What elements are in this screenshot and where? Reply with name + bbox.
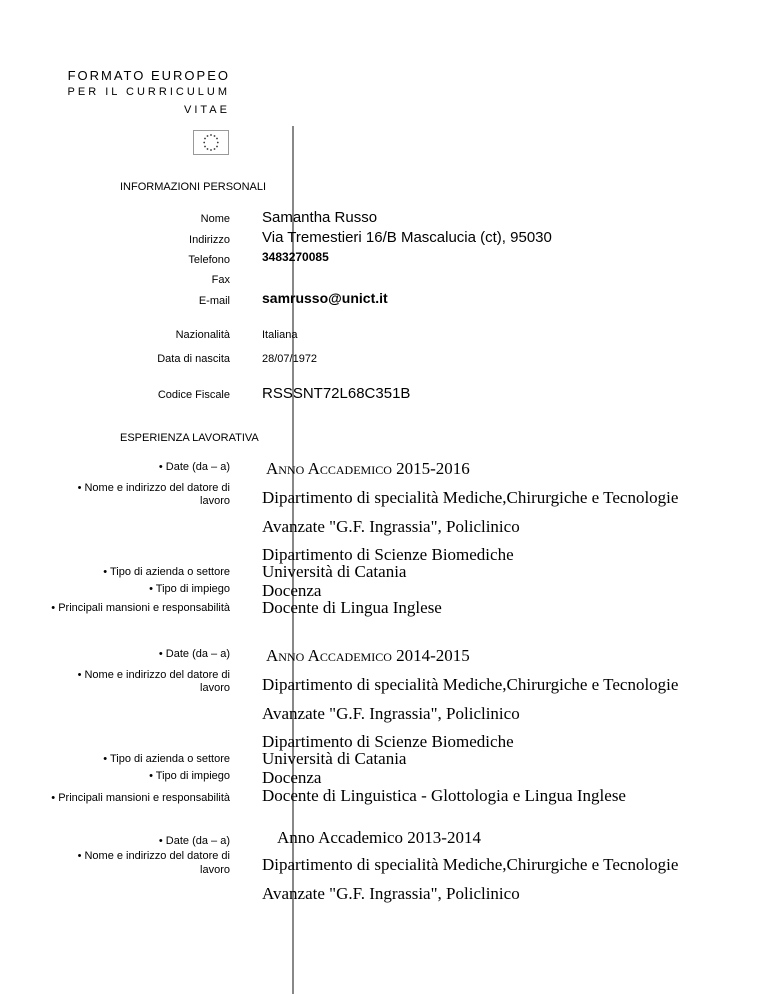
label-duties-2: • Principali mansioni e responsabilità (51, 792, 230, 804)
value-nome: Samantha Russo (262, 209, 378, 226)
label-nazionalita: Nazionalità (175, 329, 230, 341)
value-sector-1b: Università di Catania (262, 562, 407, 581)
value-job-type-2: Docenza (262, 768, 322, 787)
value-sector-1a: Dipartimento di Scienze Biomediche (262, 545, 514, 564)
value-indirizzo: Via Tremestieri 16/B Mascalucia (ct), 95030 (262, 229, 552, 246)
value-sector-2a: Dipartimento di Scienze Biomediche (262, 732, 514, 751)
value-date-3: Anno Accademico 2013-2014 (277, 828, 481, 847)
value-employer-2a: Dipartimento di specialità Mediche,Chirurgiche e Tecnologie (262, 675, 679, 694)
label-date-2: • Date (da – a) (158, 648, 230, 660)
label-employer-1a: • Nome e indirizzo del datore di (77, 482, 230, 494)
value-employer-3a: Dipartimento di specialità Mediche,Chirurgiche e Tecnologie (262, 855, 679, 874)
value-codice-fiscale: RSSSNT72L68C351B (262, 385, 411, 402)
value-date-1: Anno Accademico 2015-2016 (266, 459, 470, 478)
value-employer-1a: Dipartimento di specialità Mediche,Chirurgiche e Tecnologie (262, 488, 679, 507)
label-date-1: • Date (da – a) (158, 461, 230, 473)
section-title-personal: INFORMAZIONI PERSONALI (120, 181, 267, 193)
value-duties-2: Docente di Linguistica - Glottologia e Lingua Inglese (262, 786, 626, 805)
label-sector-1: • Tipo di azienda o settore (103, 566, 230, 578)
label-duties-1: • Principali mansioni e responsabilità (51, 602, 230, 614)
label-employer-2b: lavoro (200, 682, 230, 694)
value-employer-3b: Avanzate "G.F. Ingrassia", Policlinico (262, 884, 520, 903)
label-email: E-mail (198, 295, 230, 307)
header-line-2: PER IL CURRICULUM (67, 86, 230, 98)
section-title-experience: ESPERIENZA LAVORATIVA (120, 432, 259, 444)
header-line-3: VITAE (184, 104, 230, 116)
label-employer-3a: • Nome e indirizzo del datore di (77, 850, 230, 862)
label-sector-2: • Tipo di azienda o settore (103, 753, 230, 765)
label-indirizzo: Indirizzo (189, 234, 230, 246)
label-employer-2a: • Nome e indirizzo del datore di (77, 669, 230, 681)
value-email[interactable]: samrusso@unict.it (262, 290, 388, 306)
label-employer-1b: lavoro (200, 495, 230, 507)
label-telefono: Telefono (188, 254, 230, 266)
value-nazionalita: Italiana (262, 329, 298, 341)
value-job-type-1: Docenza (262, 581, 322, 600)
value-telefono: 3483270085 (262, 250, 329, 264)
label-codice-fiscale: Codice Fiscale (157, 389, 230, 401)
label-nome: Nome (200, 213, 230, 225)
eu-flag-icon (193, 130, 229, 155)
value-employer-1b: Avanzate "G.F. Ingrassia", Policlinico (262, 517, 520, 536)
value-data-nascita: 28/07/1972 (262, 353, 318, 365)
label-job-type-1: • Tipo di impiego (149, 583, 230, 595)
label-date-3: • Date (da – a) (158, 835, 230, 847)
value-employer-2b: Avanzate "G.F. Ingrassia", Policlinico (262, 704, 520, 723)
label-employer-3b: lavoro (200, 864, 230, 876)
value-sector-2b: Università di Catania (262, 749, 407, 768)
label-data-nascita: Data di nascita (157, 353, 230, 365)
value-duties-1: Docente di Lingua Inglese (262, 598, 442, 617)
value-date-2: Anno Accademico 2014-2015 (266, 646, 470, 665)
label-job-type-2: • Tipo di impiego (149, 770, 230, 782)
header-line-1: FORMATO EUROPEO (67, 68, 230, 83)
label-fax: Fax (211, 274, 230, 286)
